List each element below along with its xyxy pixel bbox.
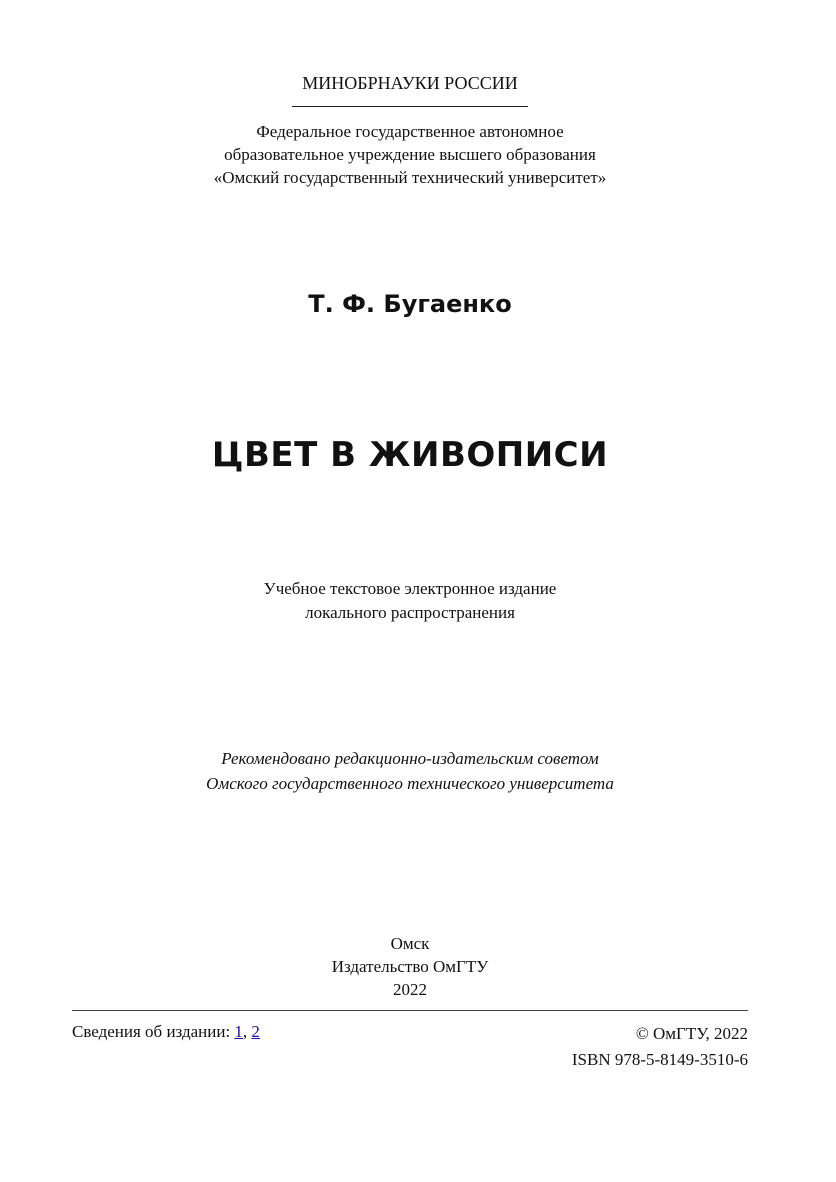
imprint-publisher: Издательство ОмГТУ	[331, 957, 489, 976]
recommendation-line: Омского государственного технического университета	[206, 774, 614, 793]
copyright-block	[572, 1021, 748, 1073]
edition-info-label: Сведения об издании:	[72, 1022, 231, 1041]
institution-line: «Омский государственный технический университет»	[213, 168, 607, 187]
edition-info	[72, 1021, 260, 1043]
institution-line: образовательное учреждение высшего образования	[224, 145, 596, 164]
edition-link-2[interactable]: 2	[251, 1022, 260, 1041]
edition-type-line: Учебное текстовое электронное издание	[263, 579, 557, 598]
footer-divider	[72, 1010, 748, 1011]
ministry-underline	[292, 106, 528, 107]
imprint-city: Омск	[390, 934, 430, 953]
imprint-year: 2022	[393, 980, 427, 999]
book-title: ЦВЕТ В ЖИВОПИСИ	[211, 435, 609, 475]
recommendation-note	[0, 746, 820, 796]
link-separator: ,	[242, 1022, 248, 1041]
imprint	[0, 932, 820, 1001]
edition-type	[0, 577, 820, 625]
institution-line: Федеральное государственное автономное	[256, 122, 564, 141]
edition-type-line: локального распространения	[305, 603, 515, 622]
institution-name	[0, 120, 820, 189]
author-name: Т. Ф. Бугаенко	[308, 290, 512, 318]
copyright-notice: © ОмГТУ, 2022	[635, 1024, 748, 1043]
edition-link-1[interactable]: 1	[234, 1022, 243, 1041]
recommendation-line: Рекомендовано редакционно-издательским советом	[221, 749, 599, 768]
ministry-heading: МИНОБРНАУКИ РОССИИ	[302, 73, 518, 93]
isbn: ISBN 978-5-8149-3510-6	[571, 1050, 748, 1069]
